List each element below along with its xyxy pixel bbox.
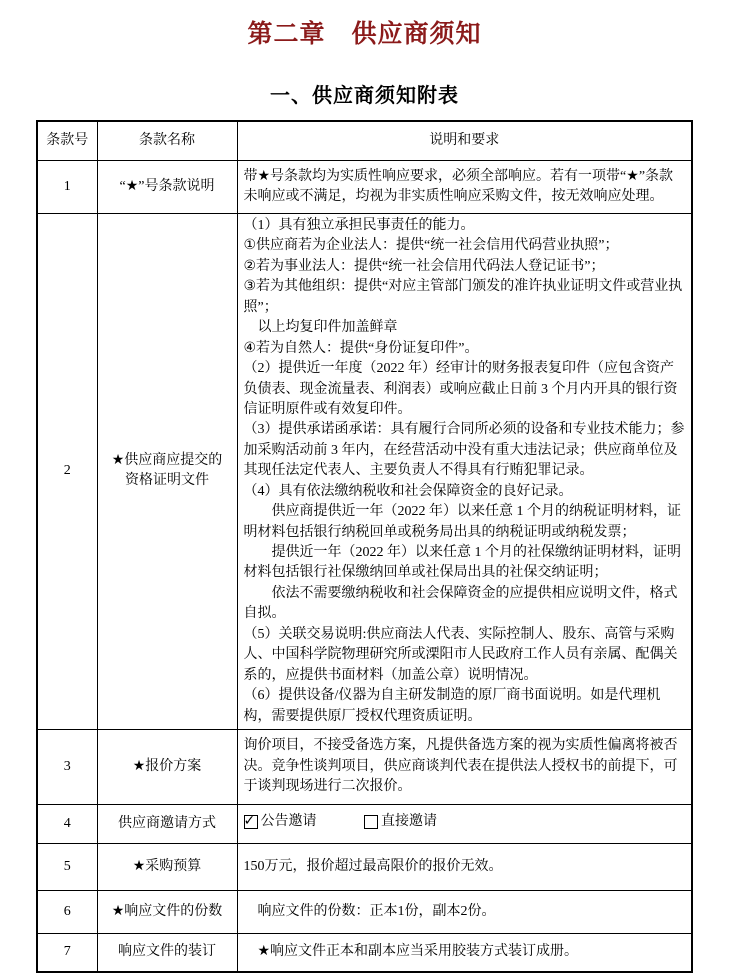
description-cell (237, 729, 692, 804)
paragraph: 提供近一年（2022 年）以来任意 1 个月的社保缴纳证明材料，证明材料包括银行社保缴纳回单或社保局出具的社保交纳证明； (243, 545, 681, 581)
clause-name-cell: ★供应商应提交的资格证明文件 (97, 214, 237, 730)
paragraph: ②若为事业法人：提供“统一社会信用代码法人登记证书”； (243, 258, 605, 274)
table-row-7 (37, 933, 692, 972)
paragraph: （3）提供承诺函承诺：具有履行合同所必须的设备和专业技术能力；参加采购活动前 3 年内，在经营活动中没有重大违法记录；供应商单位及其现任法定代表人、主要负责人不得具有行贿犯罪记录。 (243, 422, 685, 479)
paragraph: 以上均复印件加盖鲜章 (257, 320, 398, 336)
clause-name-cell: ★采购预算 (97, 843, 237, 890)
clause-no-cell: 5 (37, 843, 97, 890)
description-cell (237, 890, 692, 933)
clause-name-cell: 响应文件的装订 (97, 933, 237, 972)
paragraph: 带★号条款均为实质性响应要求，必须全部响应。若有一项带“★”条款未响应或不满足，均视为非实质性响应采购文件，按无效响应处理。 (243, 168, 674, 204)
checkbox-label: 直接邀请 (381, 813, 437, 829)
clause-name-cell: ★报价方案 (97, 729, 237, 804)
description-cell (237, 214, 692, 730)
clause-name-cell: ★响应文件的份数 (97, 890, 237, 933)
paragraph: ★响应文件正本和副本应当采用胶装方式装订成册。 (257, 944, 579, 960)
paragraph: （4）具有依法缴纳税收和社会保障资金的良好记录。 (243, 483, 573, 499)
clause-name-cell: “★”号条款说明 (97, 161, 237, 214)
table-row-4 (37, 804, 692, 843)
clause-no-cell: 2 (37, 214, 97, 730)
description-cell (237, 804, 692, 843)
checkbox-label: 公告邀请 (260, 813, 317, 829)
table-row-1 (37, 161, 692, 214)
paragraph: （2）提供近一年度（2022 年）经审计的财务报表复印件（应包含资产负债表、现金流量表、利润表）或响应截止日前 3 个月内开具的银行资信证明原件或有效复印件。 (243, 361, 678, 417)
clause-no-cell: 4 (37, 804, 97, 843)
header-cell-clause-name: 条款名称 (97, 121, 237, 161)
supplier-notice-table (36, 120, 693, 973)
clause-no-cell: 7 (37, 933, 97, 972)
description-cell (237, 933, 692, 972)
paragraph: ①供应商若为企业法人：提供“统一社会信用代码营业执照”； (243, 238, 619, 254)
clause-no-cell: 1 (37, 161, 97, 214)
table-row-2 (37, 214, 692, 730)
paragraph: （1）具有独立承担民事责任的能力。 (243, 218, 475, 233)
paragraph: （6）提供设备/仪器为自主研发制造的原厂商书面说明。如是代理机构，需要提供原厂授权代理资质证明。 (243, 688, 661, 724)
table-row-5 (37, 843, 692, 890)
chapter-title: 第二章 供应商须知 (247, 20, 482, 48)
paragraph: ④若为自然人：提供“身份证复印件”。 (243, 340, 479, 356)
paragraph: 供应商提供近一年（2022 年）以来任意 1 个月的纳税证明材料，证明材料包括银行纳税回单或税务局出具的纳税证明或纳税发票； (243, 504, 681, 540)
paragraph: （5）关联交易说明:供应商法人代表、实际控制人、股东、高管与采购人、中国科学院物理研究所或溧阳市人民政府工作人员有亲属、配偶关系的，应提供书面材料（加盖公章）说明情况。 (243, 626, 678, 683)
description-cell (237, 161, 692, 214)
paragraph: 150万元，报价超过最高限价的报价无效。 (243, 858, 503, 874)
table-row-3 (37, 729, 692, 804)
invite-option-direct (364, 812, 437, 832)
header-cell-description: 说明和要求 (237, 121, 692, 161)
paragraph: 询价项目，不接受备选方案，凡提供备选方案的视为实质性偏离将被否决。竞争性谈判项目，供应商谈判代表在提供法人授权书的前提下，可于谈判现场进行二次报价。 (243, 738, 678, 795)
description-cell (237, 843, 692, 890)
clause-no-cell: 6 (37, 890, 97, 933)
paragraph: 响应文件的份数：正本1份，副本2份。 (257, 903, 496, 919)
clause-name-cell: 供应商邀请方式 (97, 804, 237, 843)
header-cell-clause-no: 条款号 (37, 121, 97, 161)
clause-no-cell: 3 (37, 729, 97, 804)
section-title: 一、供应商须知附表 (270, 85, 459, 107)
invite-option-announcement (244, 812, 317, 832)
checkbox-unchecked-icon (364, 815, 378, 829)
checkbox-checked-icon (244, 815, 258, 829)
table-header-row (37, 121, 692, 161)
paragraph: ③若为其他组织：提供“对应主管部门颁发的准许执业证明文件或营业执照”； (243, 279, 683, 315)
table-row-6 (37, 890, 692, 933)
paragraph: 依法不需要缴纳税收和社会保障资金的应提供相应说明文件，格式自拟。 (243, 585, 678, 622)
